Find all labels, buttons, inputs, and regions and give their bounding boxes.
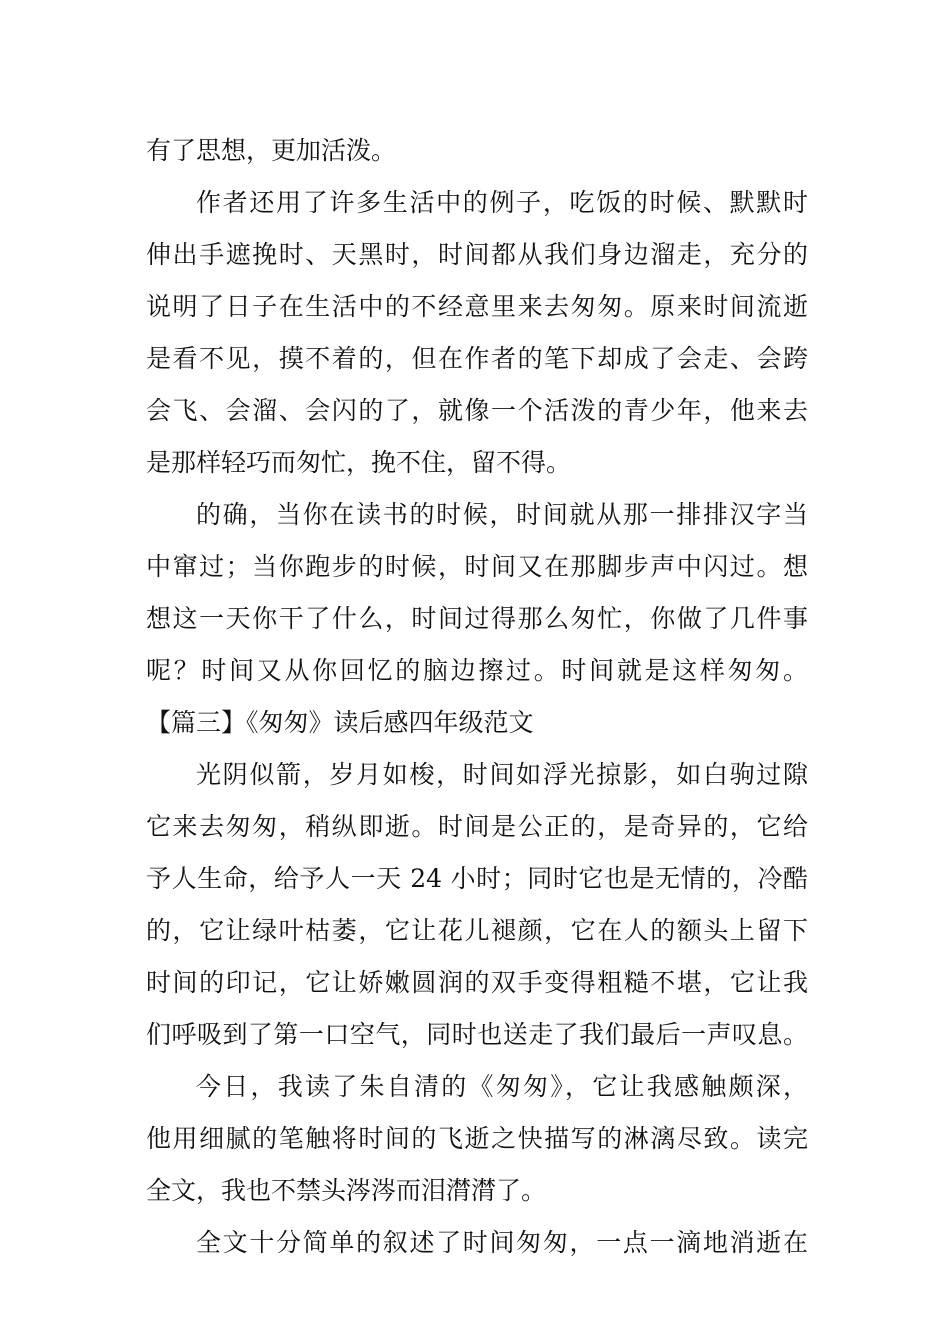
text-line: 时间的印记，它让娇嫩圆润的双手变得粗糙不堪，它让我 <box>146 968 808 997</box>
paragraph <box>146 1061 808 1217</box>
text-line: 全文，我也不禁头涔涔而泪潸潸了。 <box>146 1176 547 1205</box>
text-line: 是那样轻巧而匆忙，挽不住，留不得。 <box>146 448 572 477</box>
paragraph <box>146 177 808 489</box>
text-line: 中窜过；当你跑步的时候，时间又在那脚步声中闪过。想 <box>146 552 808 581</box>
text-line: 们呼吸到了第一口空气，同时也送走了我们最后一声叹息。 <box>146 1020 808 1049</box>
text-line: 呢？时间又从你回忆的脑边擦过。时间就是这样匆匆。 <box>146 656 808 685</box>
text-line: 它来去匆匆，稍纵即逝。时间是公正的，是奇异的，它给 <box>146 812 808 841</box>
text-line: 说明了日子在生活中的不经意里来去匆匆。原来时间流逝 <box>146 292 808 321</box>
text-line: 作者还用了许多生活中的例子，吃饭的时候、默默时 <box>196 188 808 217</box>
section-heading <box>146 697 808 749</box>
paragraph <box>146 1217 808 1269</box>
paragraph <box>146 749 808 1061</box>
text-line: 有了思想，更加活泼。 <box>146 136 397 165</box>
text-line: 今日，我读了朱自清的《匆匆》，它让我感触颇深， <box>196 1072 808 1101</box>
text-line: 予人生命，给予人一天 24 小时；同时它也是无情的，冷酷 <box>146 864 808 893</box>
text-line: 他用细腻的笔触将时间的飞逝之快描写的淋漓尽致。读完 <box>146 1124 808 1153</box>
text-line: 全文十分简单的叙述了时间匆匆，一点一滴地消逝在 <box>196 1228 808 1257</box>
text-line: 是看不见，摸不着的，但在作者的笔下却成了会走、会跨 <box>146 344 808 373</box>
paragraph <box>146 489 808 697</box>
paragraph <box>146 125 808 177</box>
text-line: 会飞、会溜、会闪的了，就像一个活泼的青少年，他来去 <box>146 396 808 425</box>
text-line: 光阴似箭，岁月如梭，时间如浮光掠影，如白驹过隙 <box>196 760 808 789</box>
document-page <box>146 125 808 1269</box>
text-line: 想这一天你干了什么，时间过得那么匆忙，你做了几件事 <box>146 604 808 633</box>
text-line: 的，它让绿叶枯萎，它让花儿褪颜，它在人的额头上留下 <box>146 916 808 945</box>
heading-text: 【篇三】《匆匆》读后感四年级范文 <box>146 708 534 737</box>
text-line: 伸出手遮挽时、天黑时，时间都从我们身边溜走，充分的 <box>146 240 808 269</box>
text-line: 的确，当你在读书的时候，时间就从那一排排汉字当 <box>196 500 808 529</box>
